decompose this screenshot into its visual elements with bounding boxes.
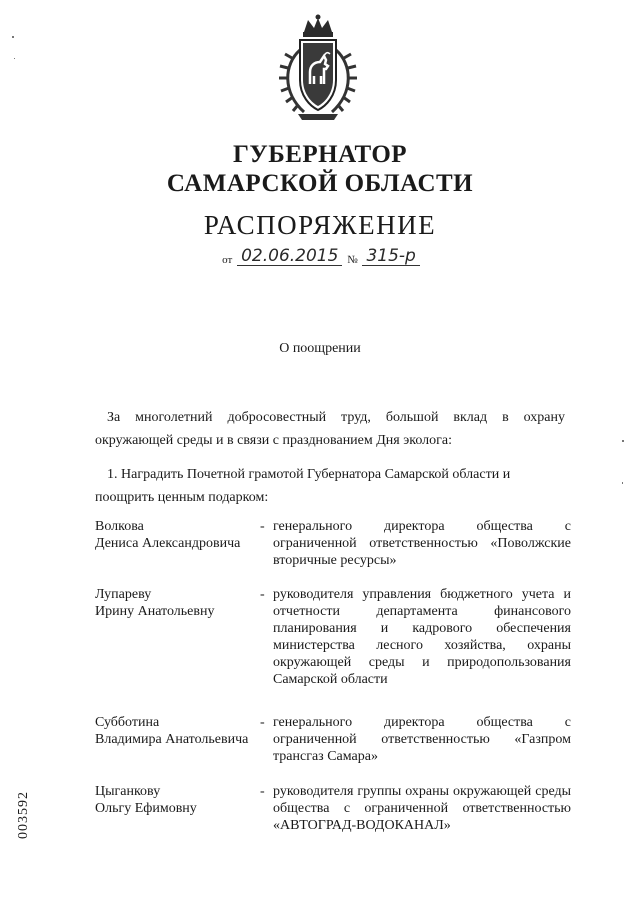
awardee-surname: Цыганкову xyxy=(95,784,161,799)
awardee-surname: Субботина xyxy=(95,715,160,730)
awardee-given-name: Владимира Анатольевича xyxy=(95,732,249,747)
awardee-given-name: Дениса Александровича xyxy=(95,536,241,551)
awardee-given-name: Ольгу Ефимовну xyxy=(95,801,197,816)
row-dash: - xyxy=(260,784,265,799)
awardee-position: руководителя управления бюджетного учета и отчетности департамента финансового планирования и кадрового обеспечения министерства лесного хозяйства, охраны окружающей среды и природопользования Самарской области xyxy=(273,587,571,687)
number-prefix: № xyxy=(347,254,358,266)
document-type: РАСПОРЯЖЕНИЕ xyxy=(203,210,437,240)
awardee-given-name: Ирину Анатольевну xyxy=(95,604,215,619)
awardee-surname: Лупареву xyxy=(95,587,152,602)
awardee-name xyxy=(95,714,255,748)
number-value: 315-р xyxy=(362,247,419,266)
scan-speck xyxy=(622,440,624,442)
row-dash: - xyxy=(260,715,265,730)
intro-line-1: За многолетний добросовестный труд, большой вклад в охрану xyxy=(107,410,565,425)
intro-line-2: окружающей среды и в связи с празднованием Дня эколога: xyxy=(95,433,452,448)
awardee-position: генерального директора общества с ограниченной ответственностью «Газпром трансгаз Самара» xyxy=(273,715,571,764)
samara-coat-of-arms-icon xyxy=(270,14,366,124)
scan-speck xyxy=(622,482,623,484)
row-dash: - xyxy=(260,587,265,602)
awardee-position: руководителя группы охраны окружающей среды общества с ограниченной ответственностью «АВТОГРАД-ВОДОКАНАЛ» xyxy=(273,784,571,833)
item1-line-2: поощрить ценным подарком: xyxy=(95,490,269,505)
scan-speck xyxy=(14,58,15,59)
document-subject: О поощрении xyxy=(279,341,361,356)
date-value: 02.06.2015 xyxy=(237,247,342,266)
awardee-name xyxy=(95,783,255,817)
region-title: САМАРСКОЙ ОБЛАСТИ xyxy=(166,170,474,197)
side-serial-number: 003592 xyxy=(16,791,31,839)
scan-speck xyxy=(12,36,14,38)
awardee-name xyxy=(95,586,255,620)
date-prefix: от xyxy=(222,254,233,266)
awardee-position: генерального директора общества с ограниченной ответственностью «Поволжские вторичные ресурсы» xyxy=(273,519,571,568)
registration-line xyxy=(0,247,640,266)
row-dash: - xyxy=(260,519,265,534)
governor-title: ГУБЕРНАТОР xyxy=(232,141,408,168)
item1-line-1: 1. Наградить Почетной грамотой Губернатора Самарской области и xyxy=(107,467,511,482)
awardee-name xyxy=(95,518,255,552)
awardee-surname: Волкова xyxy=(95,519,144,534)
